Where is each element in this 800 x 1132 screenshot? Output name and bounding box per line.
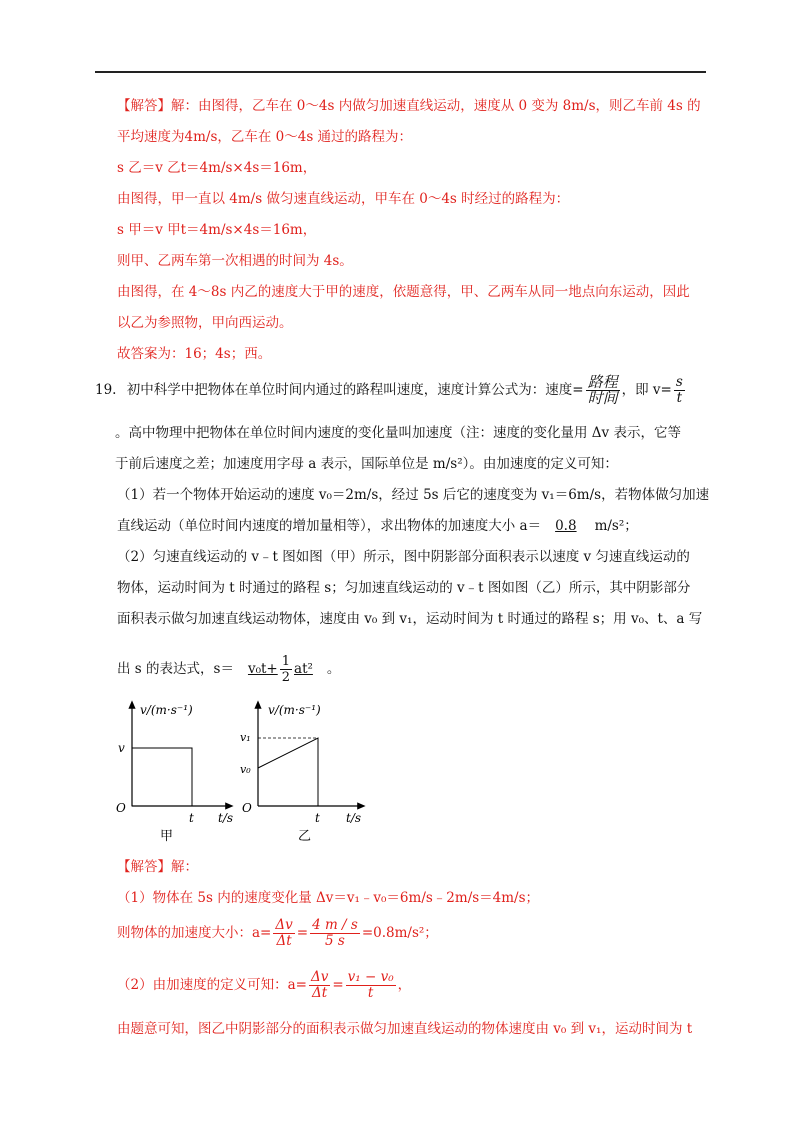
answer18-line7: 由图得，在 4～8s 内乙的速度大于甲的速度，依题意得，甲、乙两车从同一地点向东运动，因此 [117,284,690,300]
answer18-line6: 则甲、乙两车第一次相遇的时间为 4s。 [117,253,353,269]
question19-line9: 出 s 的表达式，s＝ v₀t+ $\frac{1}{2}$ at² 。 [117,654,341,685]
header-rule [95,71,706,73]
svg-text:t/s: t/s [218,811,234,825]
question19-line4: （1）若一个物体开始运动的速度 v₀＝2m/s，经过 5s 后它的速度变为 v₁＝6m/s，若物体做匀加速 [117,487,710,503]
svg-text:v₀: v₀ [240,763,251,776]
question19-line5: 直线运动（单位时间内速度的增加量相等），求出物体的加速度大小 a＝ 0.8 m/s²； [117,518,638,534]
answer18-line1: 【解答】解：由图得，乙车在 0～4s 内做匀加速直线运动，速度从 0 变为 8m/s，则乙车前 4s 的 [117,98,701,114]
answer18-line9: 故答案为：16；4s；西。 [117,346,272,362]
question19-line2: 。高中物理中把物体在单位时间内速度的变化量叫加速度（注：速度的变化量用 Δv 表示，它等 [115,425,681,441]
answer-blank-expression: v₀t+ $\frac{1}{2}$ at² [247,654,313,685]
graph-jia [116,703,233,844]
svg-text:O: O [116,801,126,815]
answer-blank-acceleration: 0.8 [555,518,577,534]
caption-jia: 甲 [160,829,174,844]
answer18-line2: 平均速度为4m/s，乙车在 0～4s 通过的路程为： [117,129,413,145]
answer18-line4: 由图得，甲一直以 4m/s 做匀速直线运动，甲车在 0～4s 时经过的路程为： [117,191,570,207]
graph-yi [240,703,362,844]
answer18-line5: s 甲＝v 甲t＝4m/s×4s＝16m， [117,222,317,238]
answer18-line8: 以乙为参照物，甲向西运动。 [117,315,293,331]
question19-line1: 19. 初中科学中把物体在单位时间内通过的路程叫速度，速度计算公式为：速度= $\frac{\text{路程}}{\text{时间}}$ ，即 v= $\frac{s}{t}$ [95,373,683,407]
speed-fraction: $\frac{\text{路程}}{\text{时间}}$ [587,373,618,407]
svg-text:O: O [242,801,252,815]
question19-line3: 于前后速度之差；加速度用字母 a 表示，国际单位是 m/s²）。由加速度的定义可知： [115,456,618,472]
answer19-head: 【解答】解： [117,859,198,875]
shaded-trapezoid [258,738,318,806]
answer19-line1: （1）物体在 5s 内的速度变化量 Δv＝v₁﹣v₀＝6m/s﹣2m/s＝4m/s； [117,890,540,906]
ylabel-jia: v/(m·s⁻¹) [140,703,193,717]
question19-line7: 物体，运动时间为 t 时通过的路程 s；匀加速直线运动的 v﹣t 图如图（乙）所示，其中阴影部分 [117,580,691,596]
answer18-line3: s 乙＝v 乙t＝4m/s×4s＝16m， [117,160,317,176]
svg-text:v: v [118,741,125,755]
question19-line6: （2）匀速直线运动的 v﹣t 图如图（甲）所示，图中阴影部分面积表示以速度 v 匀速直线运动的 [117,549,690,565]
vt-graphs [110,700,380,850]
ylabel-yi: v/(m·s⁻¹) [268,703,321,717]
svg-text:v₁: v₁ [240,731,251,744]
answer19-line2: 则物体的加速度大小：a= $\frac{\Delta v}{\Delta t}$ = $\frac{4 m / s}{5 s}$ =0.8m/s²； [117,917,438,949]
caption-yi: 乙 [298,829,312,844]
question-number: 19. [95,382,117,398]
v-fraction: $\frac{s}{t}$ [675,374,683,406]
answer19-line3: （2）由加速度的定义可知：a= $\frac{\Delta v}{\Delta t}$ = $\frac{\text{v₁ − v₀}}{t}$ ， [117,969,412,1001]
question19-line8: 面积表示做匀加速直线运动物体，速度由 v₀ 到 v₁，运动时间为 t 时通过的路程 s；用 v₀、t、a 写 [117,611,703,627]
svg-text:t: t [315,811,320,825]
shaded-rectangle [132,748,192,806]
answer19-line4: 由题意可知，图乙中阴影部分的面积表示做匀加速直线运动的物体速度由 v₀ 到 v₁，运动时间为 t [117,1021,693,1037]
svg-text:t: t [189,811,194,825]
svg-text:t/s: t/s [346,811,362,825]
